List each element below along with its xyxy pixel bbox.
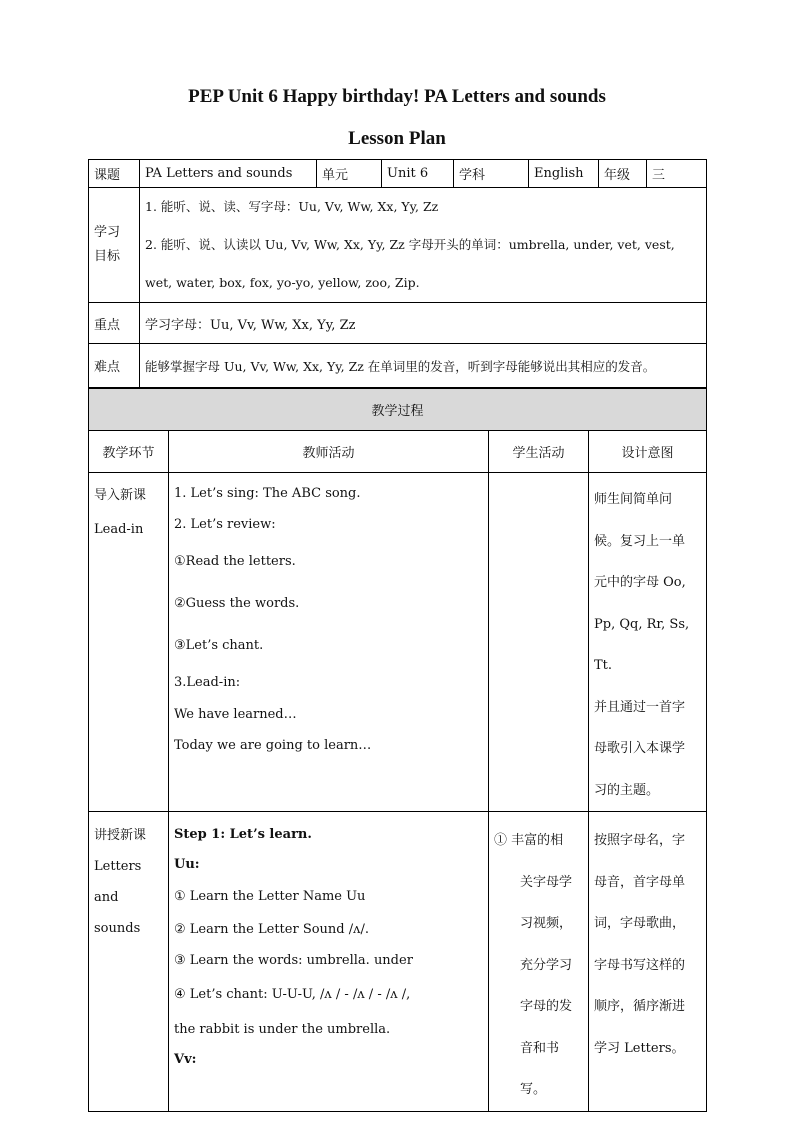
grade-value: 三	[647, 160, 707, 188]
document-subtitle: Lesson Plan	[348, 128, 446, 149]
objectives-content	[140, 188, 707, 303]
subject-label: 学科	[454, 160, 529, 188]
objective-2-line2: wet, water, box, fox, yo-yo, yellow, zoo, Zip.	[145, 275, 420, 290]
key-point-label: 重点	[89, 303, 140, 344]
teaching-process-table	[88, 388, 707, 1112]
teach-student-activity: ① 丰富的相 关字母学 习视频， 充分学习 字母的发 音和书写。	[489, 812, 589, 1112]
teach-stage: 讲授新课 Letters and sounds	[89, 812, 169, 1112]
unit-value: Unit 6	[382, 160, 454, 188]
objectives-label: 学习 目标	[89, 188, 140, 303]
col-stage-header: 教学环节	[89, 431, 169, 473]
unit-label: 单元	[317, 160, 382, 188]
document-title: PEP Unit 6 Happy birthday! PA Letters and sounds	[188, 86, 606, 107]
teach-design-intent: 按照字母名，字 母音，首字母单 词，字母歌曲， 字母书写这样的 顺序，循序渐进 学习 Letters。	[589, 812, 707, 1112]
difficulty-value: 能够掌握字母 Uu, Vv, Ww, Xx, Yy, Zz 在单词里的发音，听到字母能够说出其相应的发音。	[140, 344, 707, 388]
col-design-header: 设计意图	[589, 431, 707, 473]
teach-teacher-activity: Step 1: Let’s learn. Uu: ① Learn the Letter Name Uu ② Learn the Letter Sound /ʌ/. ③ Learn the words: umbrella. under ④ Let’s chant: U-U-U, /ʌ / - /ʌ / - /ʌ /, the rabbit is under the umbrella. Vv:	[169, 812, 489, 1112]
process-heading: 教学过程	[89, 389, 707, 431]
grade-label: 年级	[599, 160, 647, 188]
col-student-header: 学生活动	[489, 431, 589, 473]
lesson-info-table	[88, 159, 707, 388]
topic-label: 课题	[89, 160, 140, 188]
objective-2-line1: 2. 能听、说、认读以 Uu, Vv, Ww, Xx, Yy, Zz 字母开头的单词：umbrella, under, vet, vest,	[145, 237, 675, 252]
leadin-design-intent: 师生间简单问 候。复习上一单 元中的字母 Oo, Pp, Qq, Rr, Ss, Tt. 并且通过一首字 母歌引入本课学 习的主题。	[589, 473, 707, 812]
topic-value: PA Letters and sounds	[140, 160, 317, 188]
subject-value: English	[529, 160, 599, 188]
key-point-value: 学习字母：Uu, Vv, Ww, Xx, Yy, Zz	[140, 303, 707, 344]
col-teacher-header: 教师活动	[169, 431, 489, 473]
difficulty-label: 难点	[89, 344, 140, 388]
leadin-student-activity	[489, 473, 589, 812]
leadin-stage: 导入新课 Lead-in	[89, 473, 169, 812]
leadin-teacher-activity: 1. Let’s sing: The ABC song. 2. Let’s review: ①Read the letters. ②Guess the words. ③Let’s chant. 3.Lead-in: We have learned… Today we are going to learn…	[169, 473, 489, 812]
objective-1: 1. 能听、说、读、写字母：Uu, Vv, Ww, Xx, Yy, Zz	[145, 199, 439, 214]
